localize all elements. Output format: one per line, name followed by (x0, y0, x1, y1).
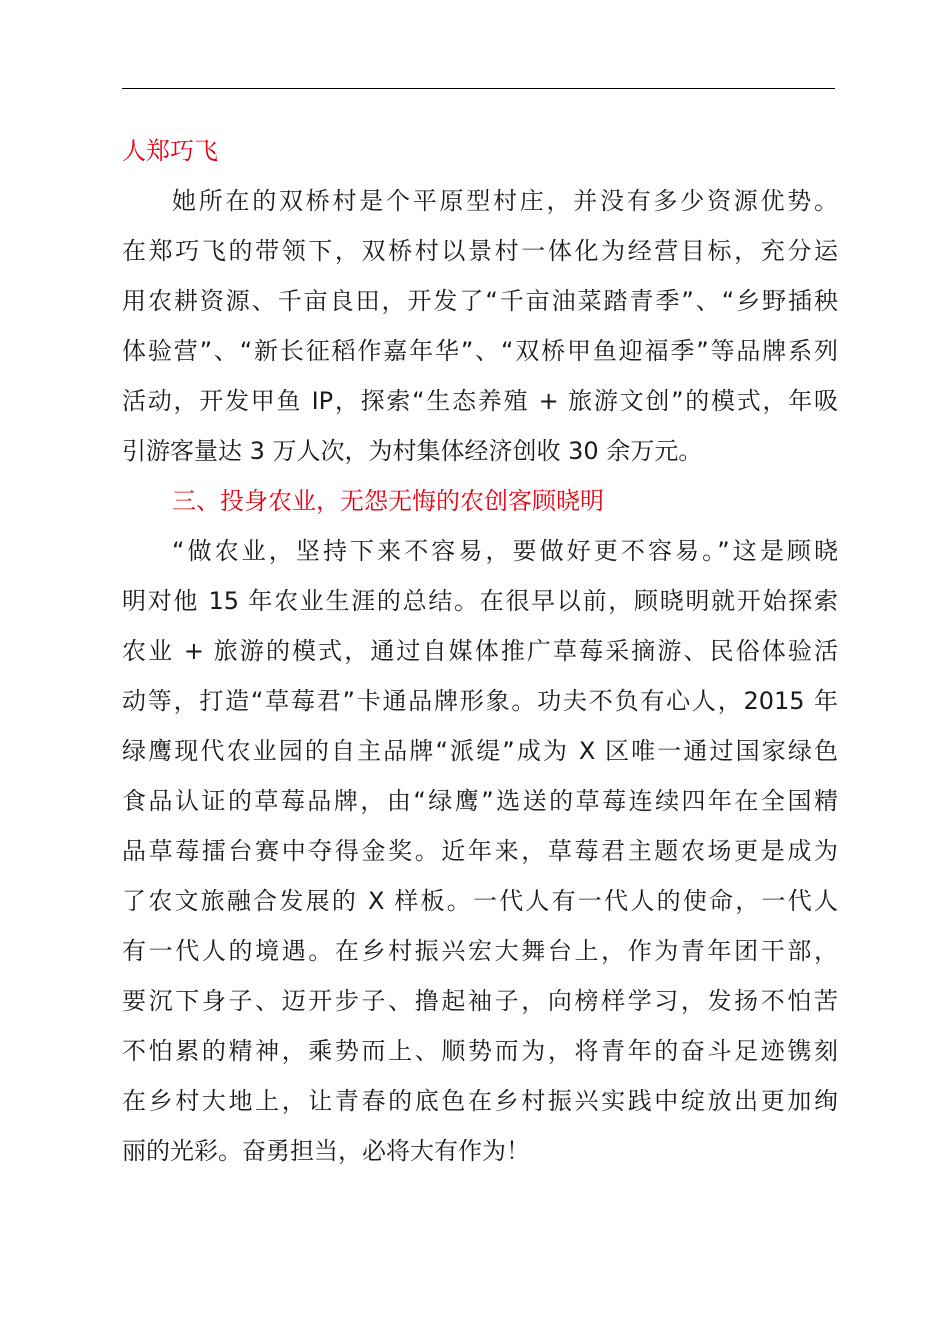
paragraph-line: 用农耕资源、千亩良田，开发了“千亩油菜踏青季”、“乡野插秧 (122, 287, 838, 315)
paragraph-line: 要沉下身子、迈开步子、撸起袖子，向榜样学习，发扬不怕苦 (122, 987, 838, 1015)
paragraph-line: 食品认证的草莓品牌，由“绿鹰”选送的草莓连续四年在全国精 (122, 787, 838, 815)
paragraph-line: 了农文旅融合发展的 X 样板。一代人有一代人的使命，一代人 (122, 887, 838, 915)
paragraph-line: 引游客量达 3 万人次，为村集体经济创收 30 余万元。 (122, 437, 703, 465)
paragraph-line: 在郑巧飞的带领下，双桥村以景村一体化为经营目标，充分运 (122, 237, 838, 265)
paragraph-line: 丽的光彩。奋勇担当，必将大有作为！ (122, 1137, 530, 1165)
paragraph-line: 绿鹰现代农业园的自主品牌“派缇”成为 X 区唯一通过国家绿色 (122, 737, 838, 765)
paragraph-line: 有一代人的境遇。在乡村振兴宏大舞台上，作为青年团干部， (122, 937, 838, 965)
paragraph-line: 农业 + 旅游的模式，通过自媒体推广草莓采摘游、民俗体验活 (122, 637, 838, 665)
paragraph-line: 在乡村大地上，让青春的底色在乡村振兴实践中绽放出更加绚 (122, 1087, 838, 1115)
paragraph-line: “做农业，坚持下来不容易，要做好更不容易。”这是顾晓 (172, 537, 838, 565)
paragraph-line: 她所在的双桥村是个平原型村庄，并没有多少资源优势。 (172, 187, 838, 215)
paragraph-line: 明对他 15 年农业生涯的总结。在很早以前，顾晓明就开始探索 (122, 587, 838, 615)
paragraph-line: 动等，打造“草莓君”卡通品牌形象。功夫不负有心人，2015 年 (122, 687, 838, 715)
heading-tail: 人郑巧飞 (122, 137, 218, 165)
paragraph-line: 体验营”、“新长征稻作嘉年华”、“双桥甲鱼迎福季”等品牌系列 (122, 337, 838, 365)
paragraph-line: 品草莓擂台赛中夺得金奖。近年来，草莓君主题农场更是成为 (122, 837, 838, 865)
section-heading: 三、投身农业，无怨无悔的农创客顾晓明 (172, 487, 604, 515)
paragraph-line: 活动，开发甲鱼 IP，探索“生态养殖 + 旅游文创”的模式，年吸 (122, 387, 838, 415)
paragraph-zheng-qiaofei (122, 176, 838, 476)
document-body (122, 126, 838, 1176)
paragraph-line: 不怕累的精神，乘势而上、顺势而为，将青年的奋斗足迹镌刻 (122, 1037, 838, 1065)
paragraph-gu-xiaoming (122, 526, 838, 1176)
header-rule (122, 88, 835, 89)
